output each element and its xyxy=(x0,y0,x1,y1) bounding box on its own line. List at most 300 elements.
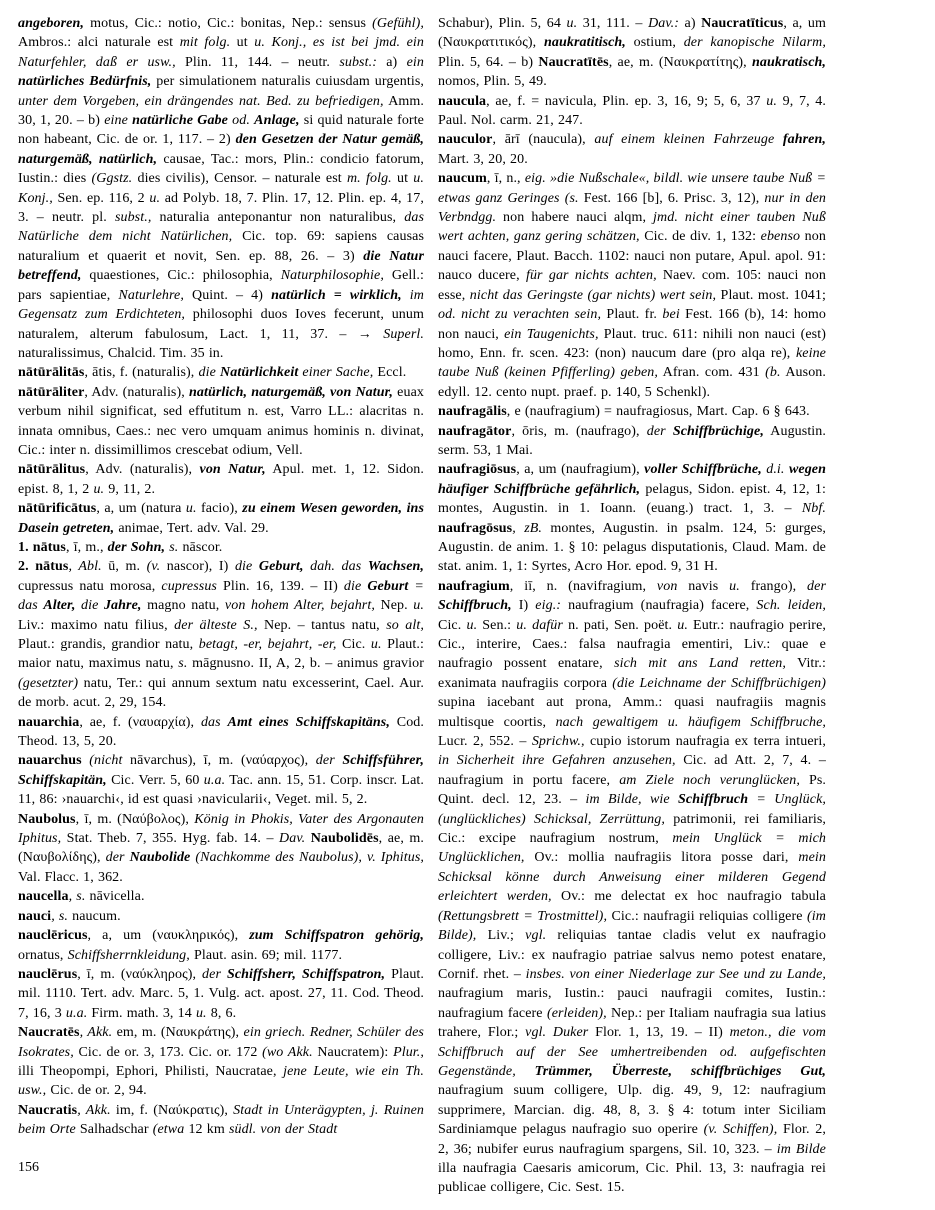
entry-text-run: u. xyxy=(149,190,161,206)
entry-text-run: Augustin. serm. 53, 1 Mai. xyxy=(438,423,826,458)
entry-text-run: montes, Augustin. in psalm. 124, 5: gurges, Augustin. de anim. 1. § 10: pelagus disputationis, Claud. Mam. de stat. anim. 1, 1: Syrtes, Acro Hor. epod. 9, 31 H. xyxy=(438,520,827,575)
entry-text-run: naucum. xyxy=(68,908,121,924)
entry-text-run: u. xyxy=(766,93,777,109)
entry-text-run: , Adv. (naturalis), xyxy=(84,384,189,400)
entry-text-run: Schiffsführer, Schiffskapitän, xyxy=(18,753,424,788)
entry-text-run: quaestiones, Cic.: philosophia, xyxy=(81,268,281,284)
entry-text-run: im, f. (Ναύκρατις), xyxy=(110,1102,234,1118)
entry-text-run: frango), xyxy=(739,578,808,594)
entry-text-run: (b. xyxy=(765,365,781,381)
entry-text-run: (gesetzter) xyxy=(18,675,79,691)
entry-text-run: euax verbum nihil significat, sed effutitum n. est, Varro LL.: alacritas n. innata omnibus, Caes.: nec vero umquam animus hominis n. divinat, Cic.: inter n. dissimillimos crescebat odium, Vell. xyxy=(18,384,424,458)
entry-text-run: = das xyxy=(18,578,424,614)
entry-text-run: (erleiden), xyxy=(546,1005,607,1021)
dictionary-entry xyxy=(18,713,424,752)
entry-text-run: Cic. top. 69: sapiens causas naturalium et quaerit et novit, Sen. ep. 88, 26. – 3) xyxy=(18,229,425,264)
entry-text-run: (Ggstz. xyxy=(91,171,133,187)
entry-text-run: Sprichw., xyxy=(531,734,585,750)
entry-text-run: cupressus xyxy=(161,578,217,594)
entry-text-run: nātūrālitus xyxy=(18,462,86,478)
entry-text-run: nauarchus xyxy=(18,753,82,769)
entry-text-run: meton., die vom Schiffbruch auf der See umhertreibenden od. aufgefischten Gegenstände, xyxy=(438,1025,826,1079)
entry-text-run: der kanopische Nilarm, xyxy=(683,35,826,51)
entry-text-run: , s. xyxy=(68,889,86,905)
entry-text-run: Firm. math. 3, 14 xyxy=(87,1005,196,1021)
entry-text-run: naufragātor xyxy=(438,423,512,439)
entry-text-run: Naubolidēs xyxy=(305,831,379,847)
entry-text-run: Quint. – 4) xyxy=(183,287,272,303)
entry-text-run: König in Phokis, Vater des Argonauten Iphitus, xyxy=(18,811,425,847)
entry-text-run: nauculor xyxy=(438,132,493,148)
entry-text-run: māgnusno. II, A, 2, b. – animus gravior xyxy=(187,656,424,672)
entry-text-run: ein griech. Redner, Schüler des Isokrates, xyxy=(18,1025,424,1060)
entry-text-run: Amt eines Schiffskapitäns, xyxy=(227,714,390,730)
text-block xyxy=(18,14,826,1198)
entry-text-run: natürliche Gabe xyxy=(132,113,228,129)
dictionary-entry xyxy=(18,460,424,499)
entry-text-run: , Adv. (naturalis), xyxy=(85,462,200,478)
entry-text-run: Plaut.: grandis, grandior natu, xyxy=(18,637,199,652)
entry-text-run: Cod. Theod. 13, 5, 20. xyxy=(18,714,425,750)
entry-text-run: Naucratis xyxy=(18,1102,78,1118)
entry-text-run: dies civilis), Censor. – naturale est xyxy=(132,171,347,187)
entry-text-run: sich mit ans Land retten, xyxy=(614,656,786,672)
entry-text-run: Natürlichkeit xyxy=(220,365,299,381)
entry-text-run: der xyxy=(105,850,130,866)
entry-text-run: s. xyxy=(165,539,179,555)
entry-text-run: naufragium (naufragia) facere, xyxy=(561,598,757,614)
dictionary-entry xyxy=(438,14,826,92)
entry-text-run: für gar nichts achten, xyxy=(525,268,657,284)
entry-text-run: u. xyxy=(729,578,740,594)
entry-text-run: u. Konj., xyxy=(18,171,424,206)
entry-text-run: natürlich, naturgemäß, von Natur, xyxy=(188,384,394,400)
entry-text-run: , ī, n., xyxy=(486,171,525,187)
entry-text-run: 8, 6. xyxy=(206,1005,237,1021)
entry-text-run: reliquias tantae cladis velut ex naufragio colligere, Liv.: ex naufragio patriae salvus nemo potest enatare, Cornif. rhet. – xyxy=(438,928,826,982)
entry-text-run: Alter, xyxy=(43,598,76,614)
dictionary-entry xyxy=(18,926,424,965)
entry-text-run: die xyxy=(198,365,221,381)
entry-text-run: Ov.: me delectat ex hoc naufragio tabula xyxy=(551,889,826,905)
entry-text-run: ebenso xyxy=(760,229,801,245)
entry-text-run: d.i. xyxy=(761,462,789,478)
entry-text-run: (Gefühl), xyxy=(372,16,424,31)
entry-text-run: Cic. de or. 3, 173. Cic. or. 172 xyxy=(73,1044,263,1060)
entry-text-run: Naturlehre, xyxy=(118,287,184,303)
entry-text-run: nauclērus xyxy=(18,966,78,982)
dictionary-entry xyxy=(438,460,826,576)
entry-text-run: Eutr.: naufragio perire, Cic., interire, Caes.: falsa naufragia ementiri, Liv.: quae e naufragio possent enatare, xyxy=(438,617,826,672)
dictionary-entry xyxy=(18,1023,424,1101)
dictionary-entry xyxy=(18,887,424,906)
entry-text-run: = Unglück, (unglückliches) Schicksal, Zerrüttung, xyxy=(438,792,826,827)
entry-text-run: Plin. 11, 144. – neutr. xyxy=(175,54,340,70)
entry-text-run: der xyxy=(807,578,826,594)
entry-text-run: im Gegensatz zum Erdichteten, xyxy=(18,287,424,323)
entry-text-run: (im Bilde), xyxy=(438,908,826,944)
entry-text-run: eig. »die Nußschale«, bildl. wie unsere taube Nuß = etwas ganz Geringes (s. xyxy=(438,171,826,206)
entry-text-run: nātūrālitās xyxy=(18,365,85,381)
entry-text-run: Superl. xyxy=(383,326,424,342)
entry-text-run: mein Schicksal könne durch Anweisung einer milderen Gegend erleichtert werden, xyxy=(438,850,826,905)
entry-text-run: naufragōsus xyxy=(438,520,513,536)
entry-text-run: die xyxy=(75,598,104,614)
entry-text-run: Amm. 30, 1, 20. – b) xyxy=(18,93,424,129)
entry-text-run: Schiffbruch, xyxy=(438,598,512,614)
entry-text-run: Auson. edyll. 12. cento nupt. praef. p. 140, 5 Schenkl). xyxy=(438,365,826,400)
entry-text-run: naukratitisch, xyxy=(543,35,626,51)
entry-text-run: Wachsen, xyxy=(367,559,425,575)
entry-text-run: Liv.; xyxy=(476,928,526,944)
entry-text-run: Cic. xyxy=(438,617,467,633)
entry-text-run: naucum xyxy=(438,171,487,187)
entry-text-run: natürliches Bedürfnis, xyxy=(18,74,152,90)
entry-text-run: Nep. xyxy=(374,598,414,614)
entry-text-run: ut xyxy=(391,171,414,187)
entry-text-run: naucella xyxy=(18,889,69,905)
entry-text-run: eig.: xyxy=(535,598,562,614)
entry-text-run: der xyxy=(202,966,227,982)
entry-text-run: naufragium maris, Iustin.: pauci naufragii comites, Iustin.: naufragium facere xyxy=(438,986,826,1021)
entry-text-run: Salhadschar xyxy=(75,1122,153,1138)
entry-text-run: Cic.: naufragii reliquias colligere xyxy=(607,908,808,924)
entry-text-run: 9, 7, 4. Paul. Nol. carm. 21, 247. xyxy=(438,93,827,129)
dictionary-entry xyxy=(18,965,424,1023)
entry-text-run: das Natürliche dem nicht Natürlichen, xyxy=(18,210,424,245)
entry-text-run: betagt, -er, bejahrt, -er, xyxy=(198,637,337,652)
entry-text-run: (wo Akk. xyxy=(262,1044,313,1060)
entry-text-run: Plaut. truc. 611: nihili non nauci (est) homo, Enn. fr. scen. 423: (non) naucum dare (pro alqa re), xyxy=(438,326,826,361)
entry-text-run: Trümmer, Überreste, schiffbrüchiges Gut, xyxy=(534,1063,827,1079)
entry-text-run: illa naufragia Caesaris amicorum, Cic. Phil. 13, 3: naufragia rei publicae colligere, Cic. Sest. 15. xyxy=(438,1160,826,1196)
entry-text-run: non nauci facere, Plaut. Bacch. 1102: nauci non putare, Apul. apol. 91: nauco ducere, xyxy=(438,229,826,284)
entry-text-run: ut xyxy=(230,35,255,51)
entry-text-run: bei xyxy=(662,307,680,323)
entry-text-run: , Akk. xyxy=(79,1025,113,1041)
entry-text-run: nauci xyxy=(18,908,52,924)
entry-text-run: u. xyxy=(413,598,424,614)
entry-text-run: die xyxy=(234,559,259,575)
entry-text-run: jene Leute, wie ein Th. usw., xyxy=(18,1063,424,1099)
entry-text-run: motus, Cic.: notio, Cic.: bonitas, Nep.: sensus xyxy=(83,16,373,31)
entry-text-run: , a, um (natura xyxy=(96,501,186,517)
entry-text-run: patrimonii, rei familiaris, Cic.: excipe naufragium nostrum, xyxy=(438,811,826,847)
entry-text-run: Afran. com. 431 xyxy=(657,365,766,381)
entry-text-run: naufragiōsus xyxy=(438,462,517,478)
entry-text-run: in Sicherheit ihre Gefahren anzusehen, xyxy=(438,753,676,769)
entry-text-run: Geburt xyxy=(367,578,409,594)
entry-text-run: Dav.: xyxy=(648,16,680,31)
entry-text-run: , ī, m. (ναύκληρος), xyxy=(77,966,203,982)
entry-text-run: von hohem Alter, bejahrt, xyxy=(224,598,375,614)
entry-text-run: , Abl. xyxy=(68,559,102,575)
entry-text-run: ad Polyb. 18, 7. Plin. 17, 12. Plin. ep. 4, 17, 3. – neutr. pl. xyxy=(18,190,424,226)
entry-text-run: fahren, xyxy=(782,132,826,148)
entry-text-run: Geburt, xyxy=(258,559,304,575)
entry-text-run: u. xyxy=(466,617,478,633)
entry-text-run: zum Schiffspatron gehörig, xyxy=(249,928,424,944)
entry-text-run: Schiffsherrnkleidung, xyxy=(67,947,190,963)
entry-text-run: Schiffsherr, Schiffspatron, xyxy=(226,966,386,982)
entry-text-run: Ps. Quint. decl. 12, 23. – xyxy=(438,772,826,808)
entry-text-run: animae, Tert. adv. Val. 29. xyxy=(114,520,269,536)
entry-text-run: , zB. xyxy=(512,520,542,536)
entry-text-run: Vitr.: exanimata naufragiis corpora xyxy=(438,656,826,691)
entry-text-run: naucula xyxy=(438,93,487,109)
entry-text-run: , ātis, f. (naturalis), xyxy=(84,365,199,381)
entry-text-run: s. xyxy=(178,656,188,672)
entry-text-run: u. xyxy=(370,637,382,652)
entry-text-run: der Sohn, xyxy=(107,539,166,555)
entry-text-run: nur in den Verbndgg. xyxy=(438,190,826,226)
entry-text-run: natürlich = wirklich, xyxy=(271,287,402,303)
dictionary-entry xyxy=(18,1101,424,1140)
entry-text-run: facio), xyxy=(196,501,243,517)
dictionary-entry xyxy=(18,557,424,712)
entry-text-run: Cic. Verr. 5, 60 xyxy=(106,772,204,788)
entry-text-run: subst., xyxy=(114,210,152,226)
entry-text-run: von xyxy=(656,578,678,594)
entry-text-run: supina iacebant aut prona, Amm.: quasi naufragiis magnis multisque coortis, xyxy=(438,695,826,730)
entry-text-run: Ambros.: alci naturale est xyxy=(18,35,180,51)
entry-text-run: pelagus, Sidon. epist. 4, 12, 1: montes, Augustin. in 1. Ioann. (euang.) tract. 1, 3. – xyxy=(438,481,826,517)
entry-text-run: (Rettungsbrett = Trostmittel), xyxy=(438,908,608,924)
entry-text-run: angeboren, xyxy=(18,16,84,31)
entry-text-run: Cic. de or. 2, 94. xyxy=(46,1083,147,1099)
entry-text-run: Plin. 5, 64. – b) xyxy=(438,54,539,70)
entry-text-run: nātūrificātus xyxy=(18,501,97,517)
entry-text-run: si quid naturale forte non habeant, Cic. de or. 1, 117. – 2) xyxy=(18,113,424,148)
entry-text-run: Nep.: per Italiam naufragia sua latius trahere, Flor.; xyxy=(438,1005,826,1041)
entry-text-run: ornatus, xyxy=(18,947,68,963)
entry-text-run: das xyxy=(200,714,228,730)
entry-text-run: ein Taugenichts, xyxy=(504,326,599,342)
entry-text-run: I) xyxy=(511,598,536,614)
entry-text-run: keine taube Nuß (keinen Pfifferling) geben, xyxy=(438,345,826,381)
entry-text-run: naufragium suum colligere, Ulp. dig. 49, 9, 12: naufragium supprimere, Marcian. dig. 48, 8, 3. § 4: totum inter Siciliam Sardiniamque pelagus naufragio suo operire xyxy=(438,1083,826,1138)
entry-text-run: od. nicht zu verachten sein, xyxy=(438,307,602,323)
entry-text-run: , Akk. xyxy=(77,1102,111,1118)
entry-text-run: Naubolide xyxy=(129,850,191,866)
dictionary-entry xyxy=(18,14,424,363)
entry-text-run: der älteste S., xyxy=(174,617,258,633)
entry-text-run: Dav. xyxy=(279,831,306,847)
entry-text-run: nascor), I) xyxy=(160,559,235,575)
dictionary-entry xyxy=(18,363,424,382)
entry-text-run: Plur., xyxy=(393,1044,425,1060)
entry-text-run: im Bilde xyxy=(776,1141,826,1157)
entry-text-run: naufragālis xyxy=(438,404,507,420)
entry-text-run: (die Leichname der Schiffbrüchigen) xyxy=(612,675,827,691)
entry-text-run: u. xyxy=(566,16,578,31)
entry-text-run: natu, Ter.: qui annum sextum natu excesserint, Cael. Aur. de morb. acut. 2, 29, 154. xyxy=(18,675,424,711)
entry-text-run: philosophi duos Ioves fecerunt, unum naturalem, alterum fabulosum, Lact. 1, 11, 37. – → xyxy=(18,307,424,342)
entry-text-run: den Gesetzen der Natur gemäß, naturgemäß, natürlich, xyxy=(18,132,424,167)
entry-text-run: Plaut. mil. 1110. Tert. adv. Marc. 5, 1. Vulg. act. apost. 27, 11. Cod. Theod. 7, 16, 3 xyxy=(18,966,425,1021)
entry-text-run: Sch. leiden, xyxy=(756,598,826,614)
entry-text-run: , ae, f. (ναυαρχία), xyxy=(79,714,201,730)
dictionary-entry xyxy=(18,907,424,926)
entry-text-run: Nbf. xyxy=(801,501,826,517)
entry-text-run: (etwa xyxy=(152,1122,185,1138)
entry-text-run: nāscor. xyxy=(178,539,223,555)
entry-text-run: zu einem Wesen geworden, ins Dasein getreten, xyxy=(18,501,424,536)
entry-text-run: u. dafür xyxy=(516,617,563,633)
entry-text-run: Naucratīticus xyxy=(701,16,784,31)
entry-text-run: vgl. xyxy=(525,928,547,944)
entry-text-run: die xyxy=(343,578,368,594)
entry-text-run: jmd. nicht einer tauben Nuß wert achten, ganz gering schätzen, xyxy=(438,210,826,245)
page-number: 156 xyxy=(18,1160,39,1175)
dictionary-entry xyxy=(18,538,424,557)
entry-text-run: Sen. ep. 116, 2 xyxy=(52,190,150,206)
entry-text-run: Cic. xyxy=(336,637,371,652)
entry-text-run: Flor. 2, 2, 36; nubifer eurus naufragium spargens, Sil. 10, 323. – xyxy=(438,1122,827,1157)
entry-text-run: Naucratītēs xyxy=(538,54,609,70)
entry-text-run: od. xyxy=(227,113,255,129)
entry-text-run: , s. xyxy=(51,908,69,924)
entry-text-run: , ōris, m. (naufrago), xyxy=(511,423,647,439)
entry-text-run: die Natur betreffend, xyxy=(18,248,424,284)
entry-text-run: am Ziele noch verunglücken, xyxy=(619,772,800,788)
entry-text-run: , ae, m. (Ναυβολίδης), xyxy=(18,831,424,866)
entry-text-run: , a, um (ναυκληρικός), xyxy=(87,928,250,944)
entry-text-run: Schiffbrüchige, xyxy=(672,423,764,439)
entry-text-run: nicht das Geringste (gar nichts) wert sein, xyxy=(469,287,717,303)
dictionary-entry xyxy=(438,422,826,461)
dictionary-entry xyxy=(18,499,424,538)
entry-text-run: 2. nātus xyxy=(18,559,69,575)
dictionary-entry xyxy=(438,130,826,169)
entry-text-run: , iī, n. (navifragium, xyxy=(509,578,657,594)
entry-text-run: a) xyxy=(376,54,407,70)
entry-text-run: (v. xyxy=(146,559,161,575)
entry-text-run: magno natu, xyxy=(141,598,225,614)
entry-text-run: Cic. de div. 1, 132: xyxy=(639,229,761,245)
entry-text-run: nomos, Plin. 5, 49. xyxy=(438,74,547,90)
entry-text-run: , a, um (naufragium), xyxy=(516,462,645,478)
entry-text-run: , ae, m. (Ναυκρατίτης), xyxy=(608,54,753,70)
entry-text-run: Schabur), Plin. 5, 64 xyxy=(438,16,567,31)
entry-text-run: Fest. 166 [b], 6. Prisc. 3, 12), xyxy=(578,190,765,206)
entry-text-run: Naucratēs xyxy=(18,1025,80,1041)
entry-text-run: u. xyxy=(677,617,688,633)
entry-text-run: dah. das xyxy=(303,559,368,575)
entry-text-run: (Nachkomme des Naubolus), v. Iphitus, xyxy=(190,850,424,866)
entry-text-run: Fest. 166 (b), 14: homo non nauci, xyxy=(438,307,826,342)
entry-text-run: Val. Flacc. 1, 362. xyxy=(18,869,123,885)
entry-text-run: Nep. – tantus natu, xyxy=(257,617,387,633)
entry-text-run: u. xyxy=(93,481,105,497)
entry-text-run: , ī, m. (Ναύβολος), xyxy=(75,811,195,827)
entry-text-run: nauarchia xyxy=(18,714,80,730)
entry-text-run: Gell.: pars sapientiae, xyxy=(18,268,425,303)
entry-text-run: per simulationem naturalis cuiusdam urgentis, xyxy=(151,74,425,90)
entry-text-run: (v. Schiffen), xyxy=(703,1122,778,1138)
entry-text-run: ū, m. xyxy=(101,559,147,575)
entry-text-run: Plaut. most. 1041; xyxy=(716,287,826,303)
entry-text-run: , e (naufragium) = naufragiosus, Mart. Cap. 6 § 643. xyxy=(506,404,810,420)
entry-text-run: 1. nātus xyxy=(18,539,66,555)
entry-text-run: nāvarchus), ī, m. (ναύαρχος), xyxy=(122,753,316,769)
entry-text-run: eine xyxy=(104,113,133,129)
entry-text-run: non habere nauci alqm, xyxy=(496,210,654,226)
entry-text-run: naukratisch, xyxy=(752,54,826,70)
entry-text-run: , ī, m., xyxy=(65,539,108,555)
entry-text-run: u. Konj., es ist bei jmd. ein Naturfehler, daß er usw., xyxy=(18,35,424,70)
entry-text-run: u. xyxy=(185,501,197,517)
entry-text-run: Jahre, xyxy=(103,598,142,614)
entry-text-run: nāvicella. xyxy=(85,889,145,905)
entry-text-run: einer Sache, xyxy=(298,365,374,381)
dictionary-entry xyxy=(18,810,424,888)
entry-text-run: Naucratem): xyxy=(312,1044,394,1060)
entry-text-run: voller Schiffbrüche, xyxy=(644,462,762,478)
entry-text-run: u. xyxy=(195,1005,207,1021)
entry-text-run: em, m. (Ναυκράτης), xyxy=(112,1025,244,1041)
entry-text-run: vgl. Duker xyxy=(525,1025,589,1041)
entry-text-run: Eccl. xyxy=(373,365,407,381)
entry-text-run: südl. von der Stadt xyxy=(228,1122,338,1138)
dictionary-entry xyxy=(438,402,826,421)
entry-text-run: naturalia anteponantur non naturalibus, xyxy=(151,210,405,226)
dictionary-entry xyxy=(18,751,424,809)
entry-text-run: illi Theopompi, Ephori, Philisti, Naucratae, xyxy=(18,1063,284,1079)
entry-text-run: (nicht xyxy=(81,753,123,769)
entry-text-run: Stat. Theb. 7, 355. Hyg. fab. 14. – xyxy=(61,831,280,847)
entry-text-run: naufragium xyxy=(438,578,510,594)
entry-text-run: mein Unglück = mich Unglücklichen, xyxy=(438,831,826,866)
entry-text-run: mit folg. xyxy=(179,35,231,51)
entry-text-run: Mart. 3, 20, 20. xyxy=(438,151,528,167)
entry-text-run: Lucr. 2, 552. – xyxy=(438,734,532,750)
entry-text-run: auf einem kleinen Fahrzeuge xyxy=(594,132,783,148)
entry-text-run: der xyxy=(315,753,343,769)
entry-text-run: nātūrāliter xyxy=(18,384,85,400)
entry-text-run: wegen häufiger Schiffbrüche gefährlich, xyxy=(438,462,826,497)
entry-text-run: , ae, f. = navicula, Plin. ep. 3, 16, 9; 5, 6, 37 xyxy=(486,93,767,109)
entry-text-run: u.a. xyxy=(203,772,226,788)
entry-text-run: Plaut.: maior natu, maximus natu, xyxy=(18,637,424,672)
entry-text-run: nauclēricus xyxy=(18,928,88,944)
entry-text-run: Tac. ann. 15, 51. Corp. inscr. Lat. 11, 86: ›nauarchi‹, id est quasi ›navicularii‹, Veget. mil. 5, 2. xyxy=(18,772,424,808)
entry-text-run: Liv.: maximo natu filius, xyxy=(18,617,175,633)
entry-text-run: , ārī (naucula), xyxy=(492,132,595,148)
entry-text-run: cupio istorum naufragia ex terra intueri, xyxy=(584,734,826,750)
entry-text-run: Sen.: xyxy=(477,617,517,633)
entry-text-run: nach gewaltigem u. häufigem Schiffbruche, xyxy=(555,714,826,730)
left-column xyxy=(18,14,424,1198)
right-column xyxy=(438,14,826,1198)
entry-text-run: der xyxy=(646,423,673,439)
entry-text-run: Plin. 16, 139. – II) xyxy=(216,578,344,594)
entry-text-run: subst.: xyxy=(339,54,377,70)
entry-text-run: Plaut. asin. 69; mil. 1177. xyxy=(189,947,343,963)
entry-text-run: ostium, xyxy=(625,35,684,51)
entry-text-run: u.a. xyxy=(65,1005,88,1021)
entry-text-run: a) xyxy=(679,16,702,31)
entry-text-run: im Bilde, wie xyxy=(585,792,679,808)
entry-text-run: ein xyxy=(406,54,424,70)
entry-text-run: Naturphilosophie, xyxy=(280,268,384,284)
entry-text-run: Plaut. fr. xyxy=(601,307,663,323)
entry-text-run: 9, 11, 2. xyxy=(104,481,156,497)
entry-text-run: causae, Tac.: mors, Plin.: condicio fatorum, Iustin.: dies xyxy=(18,151,425,187)
entry-text-run: navis xyxy=(677,578,730,594)
dictionary-entry xyxy=(18,383,424,461)
entry-text-run: Ov.: mollia naufragiis litora posse dari, xyxy=(524,850,799,866)
